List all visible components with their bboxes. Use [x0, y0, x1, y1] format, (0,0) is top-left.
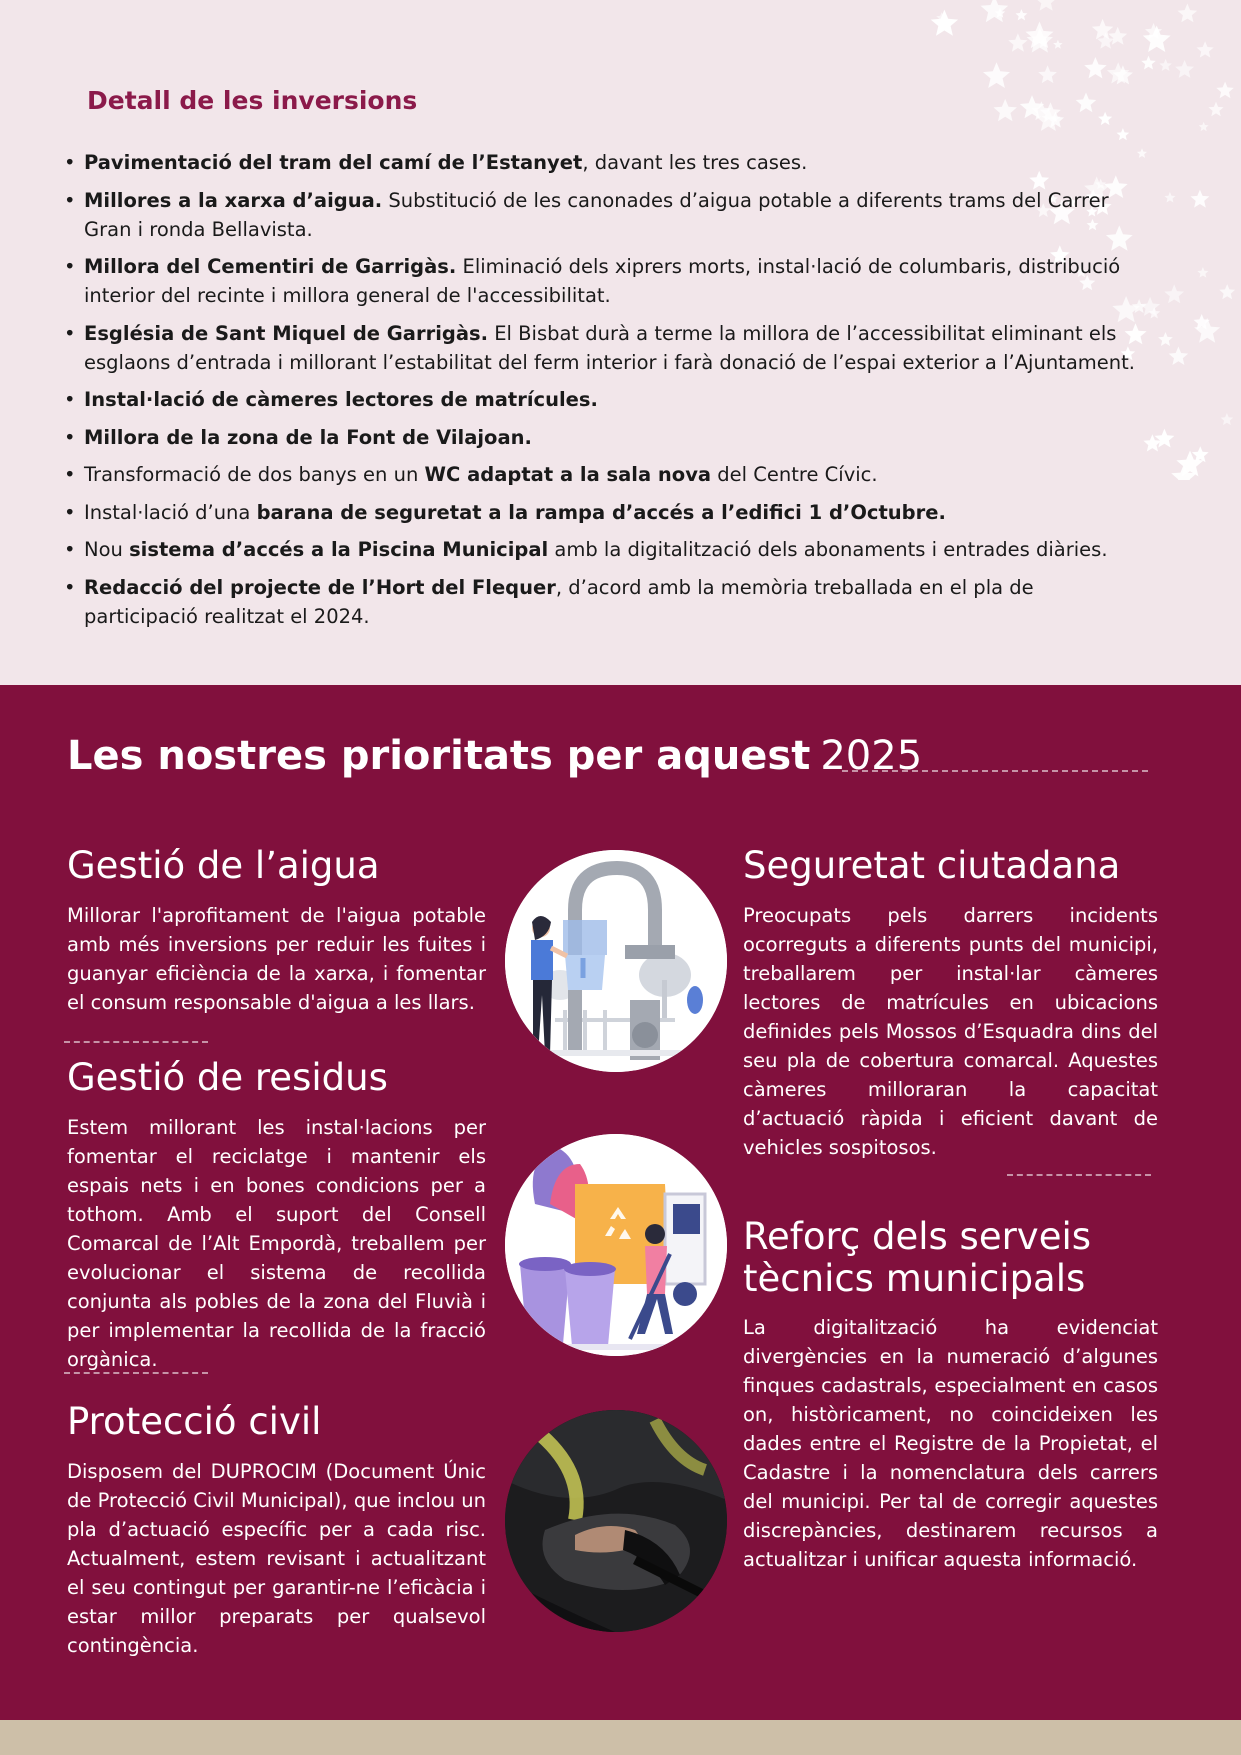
investments-title: Detall de les inversions — [87, 86, 418, 115]
list-item: • Millores a la xarxa d’aigua. Substitució de les canonades d’aigua potable a diferents trams del Carrer Gran i ronda Bellavista. — [62, 186, 1152, 244]
civil-protection-photo — [505, 1410, 727, 1632]
star-shape — [1169, 347, 1189, 366]
star-shape — [1175, 60, 1194, 78]
list-item: • Instal·lació d’una barana de seguretat a la rampa d’accés a l’edifici 1 d’Octubre. — [62, 498, 1152, 527]
technical-body: La digitalització ha evidenciat divergències en la numeració d’algunes finques cadastrals, especialment en casos on, històricament, no coincideixen les dades entre el Registre de la Propietat, el Cadastre i la nomenclatura dels carrers del municipi. Per tal de corregir aquestes discrepàncies, destinarem recursos a actualitzar i unificar aquesta informació. — [743, 1316, 1158, 1571]
star-shape — [1221, 413, 1234, 425]
priorities-section — [0, 685, 1241, 1720]
list-item: • Pavimentació del tram del camí de l’Estanyet, davant les tres cases. — [62, 148, 1152, 177]
title-divider — [842, 770, 1148, 772]
section-divider — [1007, 1174, 1151, 1176]
section-divider — [64, 1041, 208, 1043]
star-shape — [1108, 27, 1127, 45]
star-shape — [1199, 122, 1209, 132]
star-shape — [1219, 284, 1235, 299]
star-shape — [1178, 4, 1198, 23]
star-shape — [1053, 40, 1063, 49]
star-shape — [1159, 59, 1172, 71]
star-shape — [1092, 19, 1114, 40]
star-shape — [1035, 0, 1056, 11]
star-shape — [1098, 112, 1112, 125]
list-item: • Transformació de dos banys en un WC adaptat a la sala nova del Centre Cívic. — [62, 460, 1152, 489]
security-title: Seguretat ciutadana — [743, 844, 1121, 887]
star-shape — [1216, 82, 1234, 99]
priorities-title — [67, 733, 922, 779]
waste-title: Gestió de residus — [67, 1056, 388, 1099]
list-item: • Redacció del projecte de l’Hort del Flequer, d’acord amb la memòria treballada en el pla de participació realitzat el 2024. — [62, 573, 1152, 631]
water-illustration — [505, 850, 727, 1072]
security-body: Preocupats pels darrers incidents ocorreguts a diferents punts del municipi, treballarem per instal·lar càmeres lectores de matrícules en ubicacions definides pels Mossos d’Esquadra dins del seu pla de cobertura comarcal. Aquestes càmeres milloraran la capacitat d’actuació ràpida i eficient davant de vehicles sospitosos. — [743, 904, 1158, 1159]
star-shape — [981, 0, 1009, 22]
star-shape — [1008, 33, 1027, 52]
star-shape — [1197, 267, 1208, 278]
water-body: Millorar l'aprofitament de l'aigua potable amb més inversions per reduir les fuites i guanyar eficiència de la xarxa, i fomentar el consum responsable d'aigua a les llars. — [67, 904, 486, 1014]
investments-list — [62, 148, 1152, 639]
recycling-illustration — [505, 1134, 727, 1356]
star-shape — [1076, 93, 1097, 113]
star-shape — [1027, 28, 1053, 53]
waste-body: Estem millorant les instal·lacions per fomentar el reciclatge i mantenir els espais nets i en bones condicions per a tothom. Amb el suport del Consell Comarcal de l’Alt Empordà, treballem per evolucionar el sistema de recollida conjunta als pobles de la zona del Fluvià i per implementar la recollida de la fracció orgànica. — [67, 1116, 486, 1371]
star-shape — [1117, 128, 1130, 140]
star-shape — [1158, 332, 1173, 346]
list-item: • Església de Sant Miquel de Garrigàs. El Bisbat durà a terme la millora de l’accessibilitat eliminant els esglaons d’entrada i millorant l’estabilitat del ferm interior i farà donació de l’espai exterior a l’Ajuntament. — [62, 319, 1152, 377]
section-divider — [64, 1372, 208, 1374]
list-item: • Millora de la zona de la Font de Vilajoan. — [62, 423, 1152, 452]
civil-body: Disposem del DUPROCIM (Document Únic de Protecció Civil Municipal), que inclou un pla d’actuació específic per a cada risc. Actualment, estem revisant i actualitzant el seu contingut per garantir-ne l’eficàcia i estar millor preparats per qualsevol contingència. — [67, 1460, 486, 1657]
star-shape — [1155, 429, 1175, 448]
star-shape — [1084, 57, 1107, 78]
civil-title: Protecció civil — [67, 1400, 322, 1443]
priorities-title-text: Les nostres prioritats per aquest — [67, 733, 811, 779]
star-shape — [1164, 192, 1175, 203]
star-shape — [1141, 56, 1156, 70]
star-shape — [994, 99, 1017, 121]
priorities-year: 2025 — [820, 733, 923, 779]
star-shape — [1038, 65, 1057, 83]
investments-section — [0, 0, 1241, 685]
footer-band — [0, 1720, 1241, 1755]
star-shape — [983, 62, 1010, 88]
star-shape — [931, 10, 958, 36]
star-shape — [1164, 284, 1184, 303]
star-shape — [1191, 190, 1210, 208]
star-shape — [1208, 102, 1223, 117]
list-item: • Millora del Cementiri de Garrigàs. Eliminació dels xiprers morts, instal·lació de columbaris, distribució interior del recinte i millora general de l'accessibilitat. — [62, 252, 1152, 310]
star-shape — [1016, 9, 1028, 20]
water-title: Gestió de l’aigua — [67, 844, 380, 887]
star-shape — [1197, 41, 1214, 57]
list-item: • Nou sistema d’accés a la Piscina Municipal amb la digitalització dels abonaments i entrades diàries. — [62, 535, 1152, 564]
list-item: • Instal·lació de càmeres lectores de matrícules. — [62, 385, 1152, 414]
technical-title: Reforç dels serveis tècnics municipals — [743, 1215, 1092, 1300]
